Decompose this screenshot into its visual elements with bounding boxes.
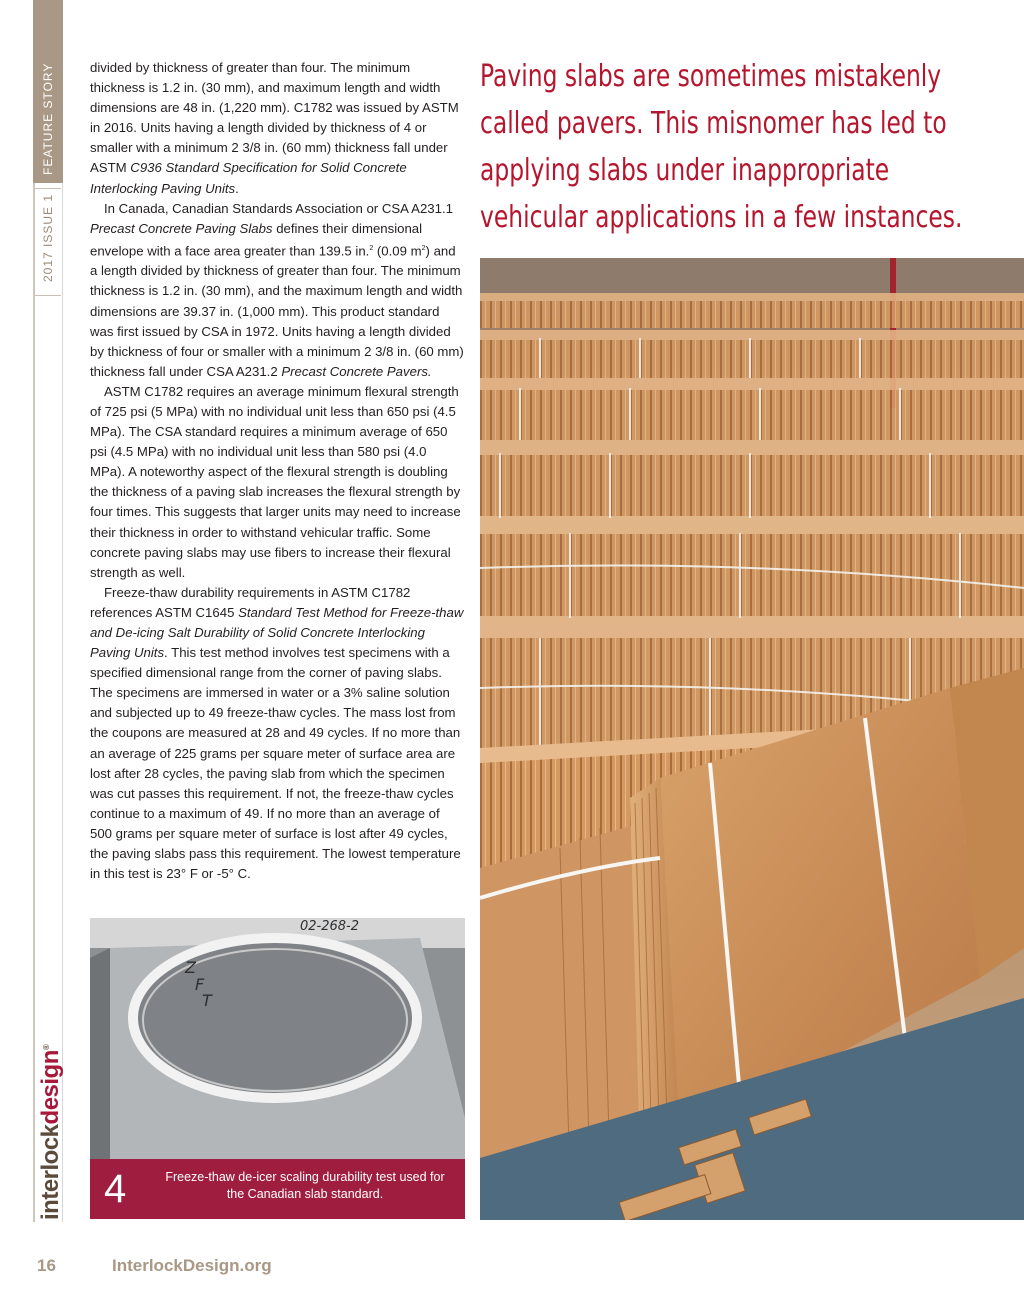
divider <box>35 295 61 296</box>
paragraph: Freeze-thaw durability requirements in ASTM C1782 references ASTM C1645 Standard Test Method for Freeze-thaw and De-icing Salt Durability of Solid Concrete Interlocking Paving Units. This test method involves test specimens with a specified dimensional range from the corner of paving slabs. The specimens are immersed in water or a 3% saline solution and subjected up to 49 freeze-thaw cycles. The mass lost from the coupons are measured at 28 and 49 cycles. If no more than an average of 225 grams per square meter of surface area are lost after 28 cycles, the paving slab from which the specimen was cut passes this requirement. If not, the freeze-thaw cycles continue to a maximum of 49. If no more than an average of 500 grams per square meter of surface is lost after 49 cycles, the paving slabs pass this requirement. The lowest temperature in this test is 23° F or -5° C. <box>90 584 464 882</box>
sidebar-strip <box>33 0 63 1222</box>
pull-quote: Paving slabs are sometimes mistakenly called pavers. This misnomer has led to applying slabs under inappropriate vehicular applications in a few instances. <box>480 59 963 235</box>
footer-website: InterlockDesign.org <box>112 1256 272 1275</box>
section-label: FEATURE STORY <box>41 62 55 175</box>
paving-slabs-photo <box>480 258 1024 1220</box>
figure-number: 4 <box>104 1167 127 1211</box>
sidebar-rule <box>33 183 35 1222</box>
paragraph: divided by thickness of greater than four. The minimum thickness is 1.2 in. (30 mm), and maximum length and width dimensions are 48 in. (1,220 mm). C1782 was issued by ASTM in 2016. Units having a length divided by thickness of 4 or smaller with a minimum 2 3/8 in. (60 mm) thickness fall under ASTM C936 Standard Specification for Solid Concrete Interlocking Paving Units. <box>90 60 459 196</box>
marking-t: T <box>202 991 212 1010</box>
marking-id: 02-268-2 <box>300 919 360 934</box>
logo-mark: ® <box>42 1044 51 1051</box>
paragraph: ASTM C1782 requires an average minimum flexural strength of 725 psi (5 MPa) with no individual unit less than 650 psi (4.5 MPa). The CSA standard requires a minimum average of 650 psi (4.5 MPa) with no individual unit less than 580 psi (4.0 MPa). A noteworthy aspect of the flexural strength is doubling the thickness of a paving slab increases the flexural strength by four times. This suggests that larger units may need to increase their thickness in order to withstand vehicular traffic. Some concrete paving slabs may use fibers to increase their flexural strength as well. <box>90 383 461 580</box>
ring-specimen-illustration <box>90 918 465 1159</box>
magazine-logo <box>37 1045 65 1220</box>
marking-z: Z <box>185 958 196 977</box>
figure-caption: Freeze-thaw de-icer scaling durability test used for the Canadian slab standard. <box>165 1170 445 1201</box>
logo-main: interlock <box>37 1124 64 1220</box>
freeze-thaw-test-photo <box>90 918 465 1159</box>
marking-f: F <box>195 975 205 994</box>
divider <box>35 188 61 189</box>
paragraph: In Canada, Canadian Standards Association or CSA A231.1 Precast Concrete Paving Slabs defines their dimensional envelope with a face area greater than 139.5 in.$^2$ (0.09 $m^2$) and a length divided by thickness of greater than four. The minimum thickness is 1.2 in. (30 mm), and the maximum length and width dimensions are 39.37 in. (1,000 mm). This product standard was first issued by CSA in 1972. Units having a length divided by thickness of four or smaller with a minimum 2 3/8 in. (60 mm) thickness fall under CSA A231.2 Precast Concrete Pavers. <box>90 200 464 379</box>
issue-label: 2017 ISSUE 1 <box>41 193 55 282</box>
figure-caption-box <box>90 1159 465 1219</box>
page-number: 16 <box>37 1256 56 1275</box>
article-body <box>90 58 465 884</box>
logo-accent: design <box>37 1050 64 1125</box>
paving-slabs-illustration <box>480 258 1024 1220</box>
